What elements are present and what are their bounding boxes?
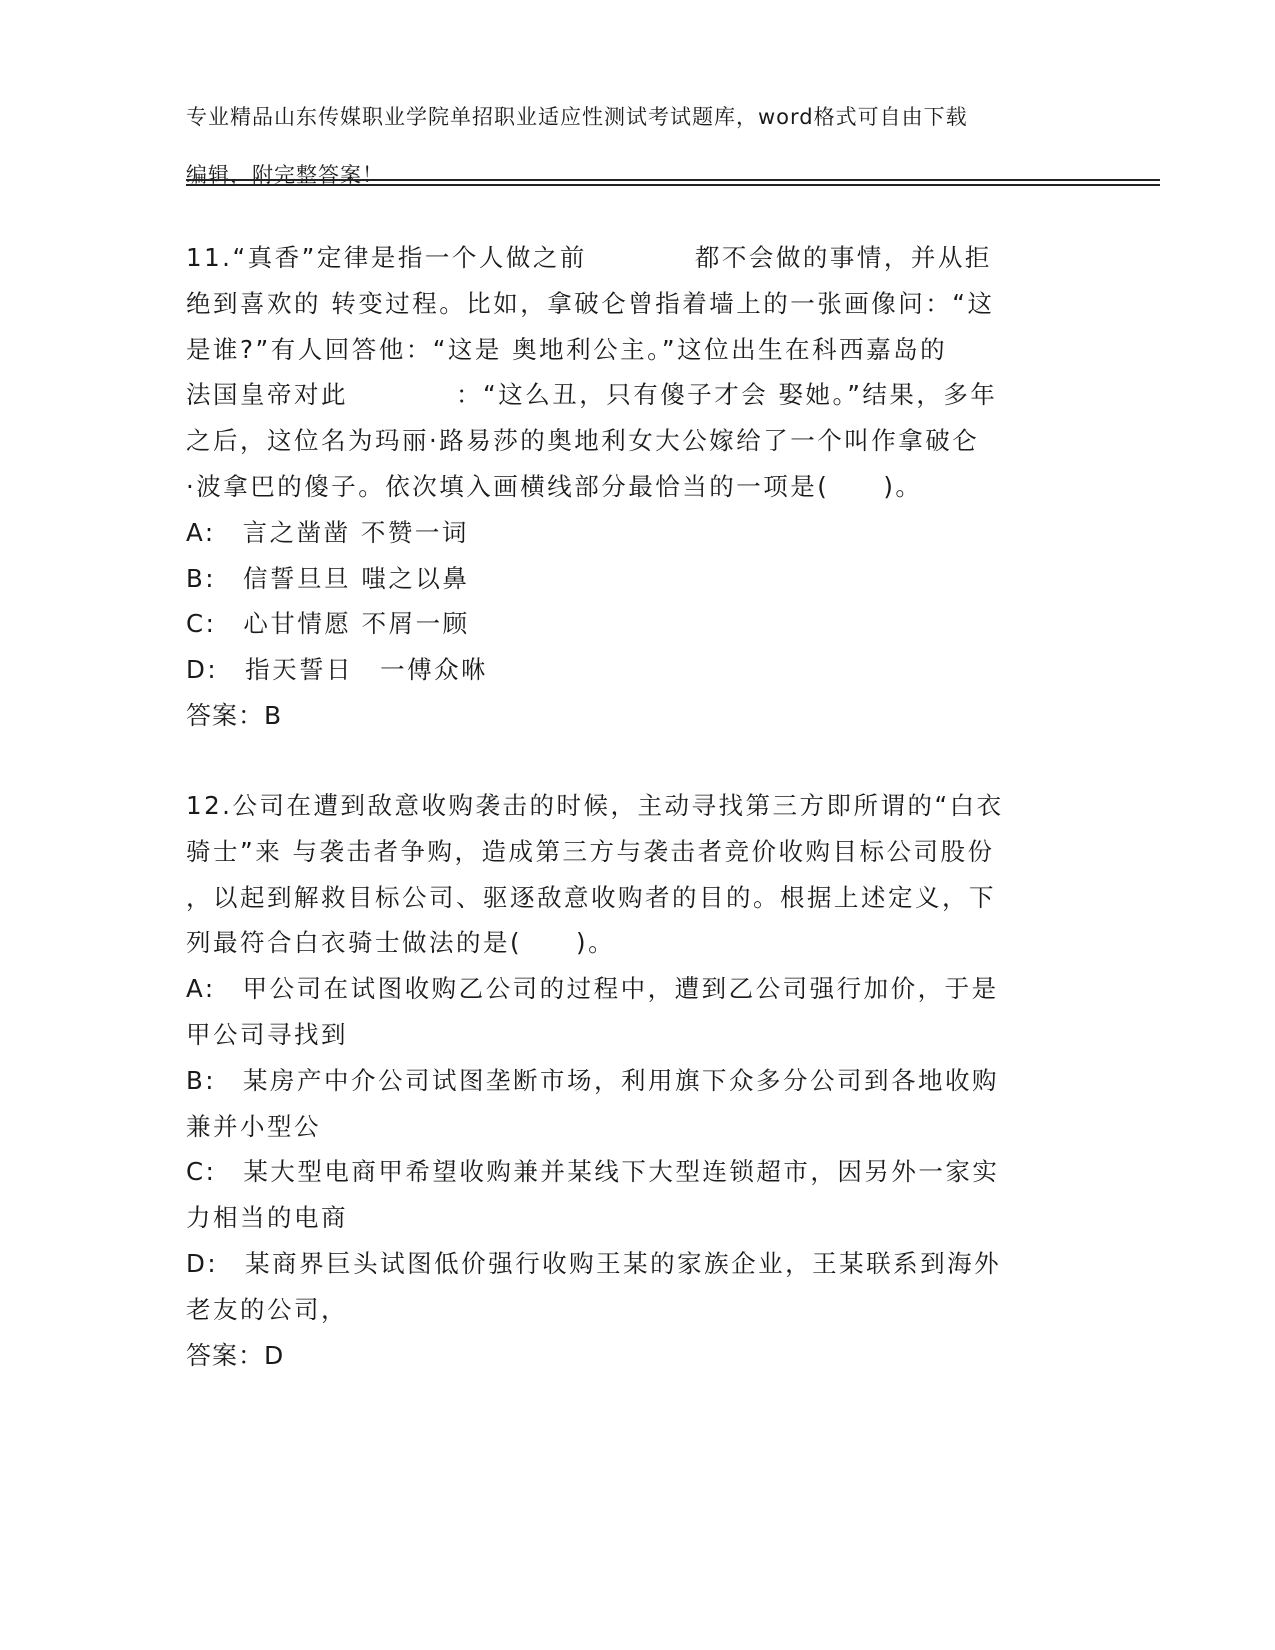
option-c-line: 力相当的电商 bbox=[186, 1203, 348, 1233]
option-d: D: 指天誓日 一傅众咻 bbox=[186, 655, 489, 685]
option-d-line: D: 某商界巨头试图低价强行收购王某的家族企业，王某联系到海外 bbox=[186, 1248, 1002, 1278]
option-a-line: A: 甲公司在试图收购乙公司的过程中，遭到乙公司强行加价，于是 bbox=[186, 974, 999, 1004]
option-d bbox=[186, 1241, 1076, 1333]
question-text-line: ·波拿巴的傻子。依次填入画横线部分最恰当的一项是( )。 bbox=[186, 471, 923, 501]
answer-label: 答案：B bbox=[186, 700, 283, 730]
header-divider-bottom bbox=[186, 184, 1160, 186]
option-a bbox=[186, 966, 1076, 1058]
header-line: 编辑，附完整答案！ bbox=[186, 163, 384, 187]
option-c bbox=[186, 1149, 1076, 1241]
option-c-line: C: 某大型电商甲希望收购兼并某线下大型连锁超市，因另外一家实 bbox=[186, 1157, 1000, 1187]
document-header bbox=[186, 74, 1086, 219]
answer-label: 答案：D bbox=[186, 1340, 285, 1370]
question-text-line: ，以起到解救目标公司、驱逐敌意收购者的目的。根据上述定义，下 bbox=[186, 882, 996, 912]
question-text-line: 是谁?”有人回答他：“这是 奥地利公主。”这位出生在科西嘉岛的 bbox=[186, 334, 948, 364]
question-12 bbox=[186, 783, 1076, 1378]
option-a-line: 甲公司寻找到 bbox=[186, 1019, 348, 1049]
question-text-line: 绝到喜欢的 转变过程。比如，拿破仑曾指着墙上的一张画像问：“这 bbox=[186, 288, 995, 318]
option-b-line: B: 某房产中介公司试图垄断市场，利用旗下众多分公司到各地收购 bbox=[186, 1065, 1000, 1095]
question-text-line: 列最符合白衣骑士做法的是( )。 bbox=[186, 928, 616, 958]
question-text-line: 骑士”来 与袭击者争购，造成第三方与袭击者竞价收购目标公司股份 bbox=[186, 836, 995, 866]
header-line: 专业精品山东传媒职业学院单招职业适应性测试考试题库，word格式可自由下载 bbox=[186, 105, 968, 129]
option-b bbox=[186, 1058, 1076, 1150]
question-11 bbox=[186, 235, 1076, 739]
question-text-line: 12.公司在遭到敌意收购袭击的时候，主动寻找第三方即所谓的“白衣 bbox=[186, 791, 1004, 820]
option-c: C: 心甘情愿 不屑一顾 bbox=[186, 609, 470, 639]
option-b: B: 信誓旦旦 嗤之以鼻 bbox=[186, 563, 470, 593]
question-text-line: 之后，这位名为玛丽·路易莎的奥地利女大公嫁给了一个叫作拿破仑 bbox=[186, 426, 980, 456]
option-b-line: 兼并小型公 bbox=[186, 1111, 321, 1141]
option-a: A: 言之凿凿 不赞一词 bbox=[186, 517, 469, 547]
option-d-line: 老友的公司， bbox=[186, 1294, 348, 1324]
header-divider-top bbox=[186, 179, 1160, 181]
question-text-line: 11.“真香”定律是指一个人做之前 都不会做的事情，并从拒 bbox=[186, 243, 992, 272]
question-text-line: 法国皇帝对此 ：“这么丑，只有傻子才会 娶她。”结果，多年 bbox=[186, 380, 998, 410]
